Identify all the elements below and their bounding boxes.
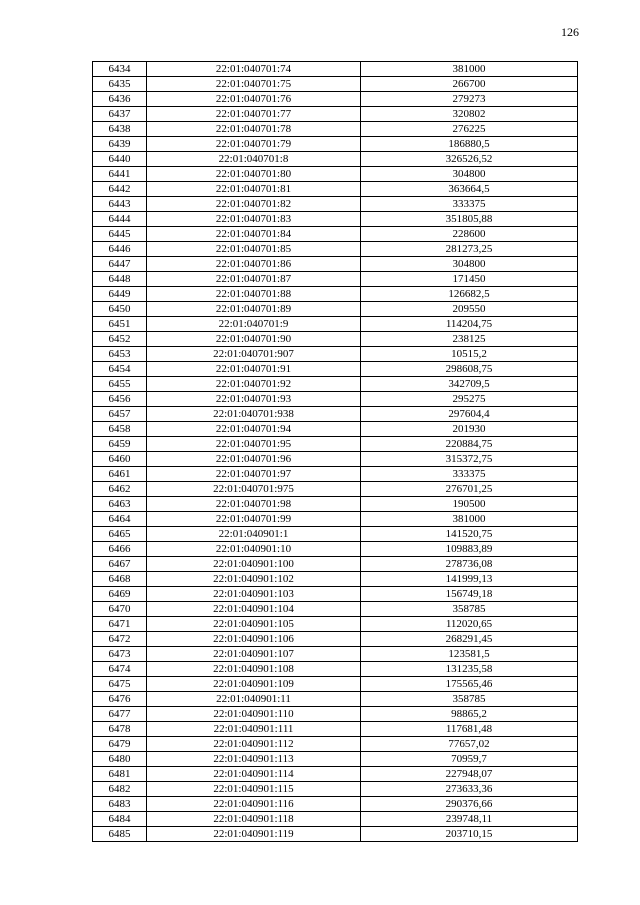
row-index-cell: 6454	[93, 362, 147, 377]
value-cell: 186880,5	[361, 137, 578, 152]
row-index-cell: 6464	[93, 512, 147, 527]
row-index-cell: 6434	[93, 62, 147, 77]
cadastral-number-cell: 22:01:040901:102	[147, 572, 361, 587]
value-cell: 70959,7	[361, 752, 578, 767]
value-cell: 326526,52	[361, 152, 578, 167]
value-cell: 320802	[361, 107, 578, 122]
cadastral-number-cell: 22:01:040701:98	[147, 497, 361, 512]
table-row	[93, 362, 578, 377]
row-index-cell: 6474	[93, 662, 147, 677]
row-index-cell: 6446	[93, 242, 147, 257]
value-cell: 141999,13	[361, 572, 578, 587]
table-row	[93, 647, 578, 662]
cadastral-number-cell: 22:01:040901:113	[147, 752, 361, 767]
value-cell: 10515,2	[361, 347, 578, 362]
table-row	[93, 827, 578, 842]
table-row	[93, 227, 578, 242]
row-index-cell: 6481	[93, 767, 147, 782]
cadastral-number-cell: 22:01:040901:10	[147, 542, 361, 557]
cadastral-number-cell: 22:01:040701:975	[147, 482, 361, 497]
value-cell: 342709,5	[361, 377, 578, 392]
value-cell: 77657,02	[361, 737, 578, 752]
row-index-cell: 6458	[93, 422, 147, 437]
value-cell: 190500	[361, 497, 578, 512]
cadastral-number-cell: 22:01:040701:82	[147, 197, 361, 212]
table-row	[93, 122, 578, 137]
value-cell: 98865,2	[361, 707, 578, 722]
page-number: 126	[561, 25, 579, 39]
cadastral-number-cell: 22:01:040701:75	[147, 77, 361, 92]
table-row	[93, 752, 578, 767]
table-row	[93, 722, 578, 737]
row-index-cell: 6473	[93, 647, 147, 662]
value-cell: 114204,75	[361, 317, 578, 332]
cadastral-number-cell: 22:01:040701:8	[147, 152, 361, 167]
row-index-cell: 6478	[93, 722, 147, 737]
cadastral-number-cell: 22:01:040901:11	[147, 692, 361, 707]
row-index-cell: 6482	[93, 782, 147, 797]
table-row	[93, 797, 578, 812]
row-index-cell: 6469	[93, 587, 147, 602]
value-cell: 290376,66	[361, 797, 578, 812]
table-row	[93, 467, 578, 482]
value-cell: 238125	[361, 332, 578, 347]
table-row	[93, 707, 578, 722]
table-row	[93, 557, 578, 572]
table-row	[93, 617, 578, 632]
cadastral-number-cell: 22:01:040701:938	[147, 407, 361, 422]
value-cell: 117681,48	[361, 722, 578, 737]
table-row	[93, 437, 578, 452]
cadastral-number-cell: 22:01:040701:9	[147, 317, 361, 332]
table-body	[93, 62, 578, 842]
cadastral-number-cell: 22:01:040701:86	[147, 257, 361, 272]
table-row	[93, 152, 578, 167]
value-cell: 109883,89	[361, 542, 578, 557]
value-cell: 273633,36	[361, 782, 578, 797]
row-index-cell: 6442	[93, 182, 147, 197]
value-cell: 276701,25	[361, 482, 578, 497]
cadastral-number-cell: 22:01:040701:87	[147, 272, 361, 287]
value-cell: 281273,25	[361, 242, 578, 257]
row-index-cell: 6453	[93, 347, 147, 362]
row-index-cell: 6468	[93, 572, 147, 587]
cadastral-number-cell: 22:01:040901:107	[147, 647, 361, 662]
value-cell: 351805,88	[361, 212, 578, 227]
row-index-cell: 6465	[93, 527, 147, 542]
value-cell: 203710,15	[361, 827, 578, 842]
row-index-cell: 6440	[93, 152, 147, 167]
cadastral-number-cell: 22:01:040701:85	[147, 242, 361, 257]
table-row	[93, 812, 578, 827]
table-row	[93, 392, 578, 407]
row-index-cell: 6455	[93, 377, 147, 392]
value-cell: 112020,65	[361, 617, 578, 632]
cadastral-number-cell: 22:01:040701:96	[147, 452, 361, 467]
cadastral-number-cell: 22:01:040701:80	[147, 167, 361, 182]
row-index-cell: 6472	[93, 632, 147, 647]
value-cell: 266700	[361, 77, 578, 92]
row-index-cell: 6477	[93, 707, 147, 722]
value-cell: 209550	[361, 302, 578, 317]
value-cell: 279273	[361, 92, 578, 107]
row-index-cell: 6438	[93, 122, 147, 137]
row-index-cell: 6456	[93, 392, 147, 407]
cadastral-number-cell: 22:01:040701:74	[147, 62, 361, 77]
value-cell: 315372,75	[361, 452, 578, 467]
table-row	[93, 497, 578, 512]
row-index-cell: 6447	[93, 257, 147, 272]
table-row	[93, 92, 578, 107]
cadastral-number-cell: 22:01:040701:90	[147, 332, 361, 347]
value-cell: 220884,75	[361, 437, 578, 452]
row-index-cell: 6480	[93, 752, 147, 767]
value-cell: 363664,5	[361, 182, 578, 197]
cadastral-number-cell: 22:01:040701:83	[147, 212, 361, 227]
cadastral-number-cell: 22:01:040701:93	[147, 392, 361, 407]
row-index-cell: 6485	[93, 827, 147, 842]
cadastral-number-cell: 22:01:040901:112	[147, 737, 361, 752]
table-row	[93, 572, 578, 587]
table-row	[93, 527, 578, 542]
value-cell: 295275	[361, 392, 578, 407]
value-cell: 333375	[361, 197, 578, 212]
table-row	[93, 197, 578, 212]
value-cell: 278736,08	[361, 557, 578, 572]
cadastral-number-cell: 22:01:040701:94	[147, 422, 361, 437]
table-row	[93, 272, 578, 287]
table-row	[93, 782, 578, 797]
value-cell: 131235,58	[361, 662, 578, 677]
cadastral-number-cell: 22:01:040701:907	[147, 347, 361, 362]
cadastral-number-cell: 22:01:040701:97	[147, 467, 361, 482]
value-cell: 171450	[361, 272, 578, 287]
table-row	[93, 137, 578, 152]
cadastral-number-cell: 22:01:040901:100	[147, 557, 361, 572]
cadastral-number-cell: 22:01:040901:114	[147, 767, 361, 782]
table-row	[93, 602, 578, 617]
cadastral-number-cell: 22:01:040901:105	[147, 617, 361, 632]
row-index-cell: 6452	[93, 332, 147, 347]
table-row	[93, 632, 578, 647]
cadastral-number-cell: 22:01:040901:115	[147, 782, 361, 797]
cadastral-number-cell: 22:01:040901:109	[147, 677, 361, 692]
table-row	[93, 317, 578, 332]
table-row	[93, 422, 578, 437]
table-row	[93, 482, 578, 497]
table-row	[93, 587, 578, 602]
row-index-cell: 6436	[93, 92, 147, 107]
value-cell: 141520,75	[361, 527, 578, 542]
row-index-cell: 6460	[93, 452, 147, 467]
table-row	[93, 257, 578, 272]
cadastral-number-cell: 22:01:040701:95	[147, 437, 361, 452]
cadastral-number-cell: 22:01:040701:76	[147, 92, 361, 107]
row-index-cell: 6435	[93, 77, 147, 92]
value-cell: 175565,46	[361, 677, 578, 692]
row-index-cell: 6437	[93, 107, 147, 122]
cadastral-number-cell: 22:01:040901:108	[147, 662, 361, 677]
row-index-cell: 6449	[93, 287, 147, 302]
table-row	[93, 737, 578, 752]
table-row	[93, 377, 578, 392]
cadastral-number-cell: 22:01:040701:91	[147, 362, 361, 377]
cadastral-number-cell: 22:01:040901:111	[147, 722, 361, 737]
table-row	[93, 212, 578, 227]
table-row	[93, 542, 578, 557]
row-index-cell: 6439	[93, 137, 147, 152]
value-cell: 381000	[361, 512, 578, 527]
value-cell: 268291,45	[361, 632, 578, 647]
cadastral-number-cell: 22:01:040701:78	[147, 122, 361, 137]
cadastral-number-cell: 22:01:040901:110	[147, 707, 361, 722]
table-row	[93, 167, 578, 182]
row-index-cell: 6466	[93, 542, 147, 557]
value-cell: 304800	[361, 257, 578, 272]
value-cell: 358785	[361, 692, 578, 707]
value-cell: 126682,5	[361, 287, 578, 302]
cadastral-number-cell: 22:01:040901:106	[147, 632, 361, 647]
value-cell: 381000	[361, 62, 578, 77]
cadastral-number-cell: 22:01:040701:81	[147, 182, 361, 197]
row-index-cell: 6451	[93, 317, 147, 332]
cadastral-number-cell: 22:01:040901:116	[147, 797, 361, 812]
cadastral-number-cell: 22:01:040901:118	[147, 812, 361, 827]
table-row	[93, 242, 578, 257]
row-index-cell: 6467	[93, 557, 147, 572]
cadastral-number-cell: 22:01:040701:99	[147, 512, 361, 527]
table-row	[93, 512, 578, 527]
row-index-cell: 6461	[93, 467, 147, 482]
row-index-cell: 6484	[93, 812, 147, 827]
table-row	[93, 287, 578, 302]
row-index-cell: 6483	[93, 797, 147, 812]
row-index-cell: 6448	[93, 272, 147, 287]
table-row	[93, 347, 578, 362]
table-row	[93, 77, 578, 92]
cadastral-number-cell: 22:01:040701:92	[147, 377, 361, 392]
value-cell: 227948,07	[361, 767, 578, 782]
table-row	[93, 332, 578, 347]
cadastral-number-cell: 22:01:040701:84	[147, 227, 361, 242]
table-row	[93, 767, 578, 782]
value-cell: 201930	[361, 422, 578, 437]
table-row	[93, 677, 578, 692]
value-cell: 333375	[361, 467, 578, 482]
value-cell: 156749,18	[361, 587, 578, 602]
row-index-cell: 6462	[93, 482, 147, 497]
row-index-cell: 6471	[93, 617, 147, 632]
cadastral-number-cell: 22:01:040701:77	[147, 107, 361, 122]
table-row	[93, 452, 578, 467]
table-row	[93, 107, 578, 122]
table-row	[93, 302, 578, 317]
cadastral-number-cell: 22:01:040901:103	[147, 587, 361, 602]
row-index-cell: 6476	[93, 692, 147, 707]
cadastral-number-cell: 22:01:040701:88	[147, 287, 361, 302]
row-index-cell: 6457	[93, 407, 147, 422]
row-index-cell: 6459	[93, 437, 147, 452]
row-index-cell: 6450	[93, 302, 147, 317]
row-index-cell: 6443	[93, 197, 147, 212]
row-index-cell: 6441	[93, 167, 147, 182]
row-index-cell: 6445	[93, 227, 147, 242]
table-row	[93, 182, 578, 197]
value-cell: 228600	[361, 227, 578, 242]
cadastral-number-cell: 22:01:040901:104	[147, 602, 361, 617]
row-index-cell: 6470	[93, 602, 147, 617]
cadastral-number-cell: 22:01:040901:119	[147, 827, 361, 842]
table-row	[93, 662, 578, 677]
cadastral-number-cell: 22:01:040701:89	[147, 302, 361, 317]
table-row	[93, 692, 578, 707]
value-cell: 304800	[361, 167, 578, 182]
row-index-cell: 6475	[93, 677, 147, 692]
cadastral-value-table	[92, 61, 578, 842]
cadastral-number-cell: 22:01:040901:1	[147, 527, 361, 542]
row-index-cell: 6479	[93, 737, 147, 752]
value-cell: 358785	[361, 602, 578, 617]
value-cell: 298608,75	[361, 362, 578, 377]
value-cell: 276225	[361, 122, 578, 137]
table-row	[93, 62, 578, 77]
row-index-cell: 6463	[93, 497, 147, 512]
table-row	[93, 407, 578, 422]
row-index-cell: 6444	[93, 212, 147, 227]
value-cell: 239748,11	[361, 812, 578, 827]
value-cell: 123581,5	[361, 647, 578, 662]
value-cell: 297604,4	[361, 407, 578, 422]
cadastral-number-cell: 22:01:040701:79	[147, 137, 361, 152]
